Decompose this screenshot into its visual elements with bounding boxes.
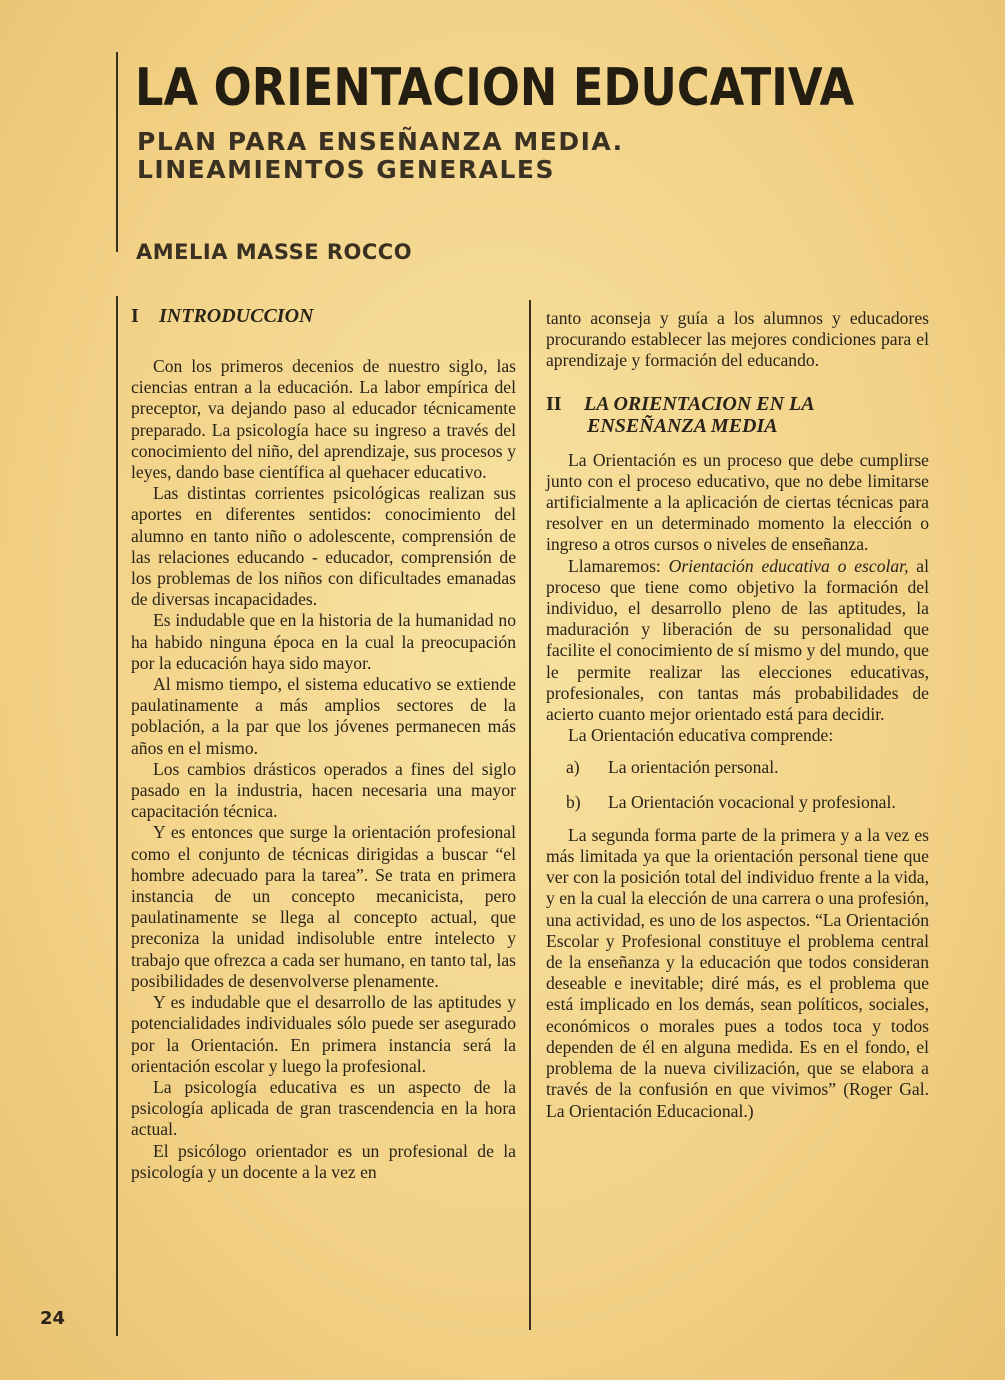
- definition-rest: al proceso que tiene como objetivo la formación del individuo, el desarrollo pleno de las aptitudes, la maduración y liberación de su personalidad que facilite el conocimiento de sí mismo y del mundo, que le permite realizar las elecciones educativas, profesionales, con tantas más probabilidades de acierto cuanto mejor orientado está para decidir.: [546, 555, 929, 725]
- paragraph: Es indudable que en la historia de la humanidad no ha habido ninguna época en la cual la preocupación por la educación haya sido mayor.: [131, 610, 516, 673]
- section-2-title-line-1: LA ORIENTACION EN LA: [584, 392, 815, 415]
- paragraph: Al mismo tiempo, el sistema educativo se extiende paulatinamente a más amplios sectores de la población, a la par que los jóvenes permanecen más años en el mismo.: [131, 674, 516, 758]
- paragraph: Las distintas corrientes psicológicas realizan sus aportes en diferentes sentidos: conocimiento del alumno en tanto niño o adolescente, comprensión de las relaciones educando - educador, comprensión de los problemas de los niños con dificultades emanadas de diversas incapacidades.: [131, 483, 516, 610]
- list-text: La Orientación vocacional y profesional.: [608, 791, 896, 812]
- left-margin-rule: [116, 296, 118, 1336]
- paragraph: Con los primeros decenios de nuestro siglo, las ciencias entran a la educación. La labor empírica del preceptor, va dejando paso al educador técnicamente preparado. La psicología hace su ingreso a través del conocimiento del niño, del aprendizaje, sus procesos y leyes, dando base científica al quehacer educativo.: [131, 356, 516, 483]
- paragraph: Los cambios drásticos operados a fines del siglo pasado en la industria, hacen necesaria una mayor capacitación técnica.: [131, 758, 516, 822]
- paragraph: La Orientación es un proceso que debe cumplirse junto con el proceso educativo, que no debe limitarse artificialmente a la aplicación de ciertas técnicas para resolver en un determinado momento la elección o ingreso a otros cursos o niveles de enseñanza.: [546, 449, 929, 555]
- section-1-title: INTRODUCCION: [159, 305, 314, 327]
- subtitle-line-2: LINEAMIENTOS GENERALES: [137, 155, 555, 184]
- page-number: 24: [40, 1308, 66, 1329]
- paragraph-definition: [546, 556, 929, 726]
- article-subtitle: [137, 128, 624, 184]
- left-column: [131, 305, 516, 1183]
- subtitle-line-1: PLAN PARA ENSEÑANZA MEDIA.: [137, 127, 624, 156]
- list-text: La orientación personal.: [608, 757, 779, 778]
- section-1-number: I: [131, 305, 139, 327]
- section-2-heading: [546, 393, 929, 437]
- paragraph: El psicólogo orientador es un profesional de la psicología y un docente a la vez en: [131, 1140, 516, 1182]
- list-item: [546, 792, 929, 813]
- list-letter: b): [566, 791, 581, 812]
- article-title: LA ORIENTACION EDUCATIVA: [135, 58, 855, 118]
- list-letter: a): [566, 757, 580, 778]
- paragraph: Y es indudable que el desarrollo de las aptitudes y potencialidades individuales sólo puede ser asegurado por la Orientación. En primera instancia será la orientación escolar y luego la profesional.: [131, 992, 516, 1076]
- header-vertical-rule: [116, 52, 118, 252]
- paragraph: La psicología educativa es un aspecto de la psicología aplicada de gran trascendencia en la hora actual.: [131, 1076, 516, 1140]
- author-name: AMELIA MASSE ROCCO: [136, 240, 413, 264]
- paragraph: Y es entonces que surge la orientación profesional como el conjunto de técnicas dirigidas a buscar “el hombre adecuado para la tarea”. Se trata en primera instancia de un concepto mecanicista, pero paulatinamente se llega al concepto actual, que preconiza la unidad indisoluble entre intelecto y trabajo que ofrezca a cada ser humano, en tanto tal, las posibilidades de desenvolverse plenamente.: [131, 822, 516, 991]
- definition-term: Orientación educativa o escolar,: [668, 555, 909, 576]
- definition-lead: Llamaremos:: [568, 555, 669, 576]
- section-2-title-line-2: ENSEÑANZA MEDIA: [587, 414, 778, 437]
- section-2-number: II: [546, 392, 562, 415]
- paragraph: La segunda forma parte de la primera y a la vez es más limitada ya que la orientación personal tiene que ver con la posición total del individuo frente a la vida, y en la cual la elección de una carrera o una profesión, una actividad, es uno de los aspectos. “La Orientación Escolar y Profesional constituye el problema central de la enseñanza y la educación que todos consideran deseable e inevitable; diré más, es el problema que está implicado en los demás, sean políticos, sociales, económicos o morales pues a todos toca y todos dependen de él en alguna medida. Es en el fondo, el problema de la nueva civilización, que se elabora a través de la confusión en que vivimos” (Roger Gal. La Orientación Educacional.): [546, 824, 929, 1121]
- right-column: [546, 308, 929, 1122]
- list-item: [546, 757, 929, 778]
- paragraph: La Orientación educativa comprende:: [568, 725, 834, 746]
- section-1-heading: [131, 305, 516, 327]
- column-divider-rule: [529, 300, 531, 1330]
- paragraph-continuation: tanto aconseja y guía a los alumnos y educadores procurando establecer las mejores condiciones para el aprendizaje y formación del educando.: [546, 308, 929, 371]
